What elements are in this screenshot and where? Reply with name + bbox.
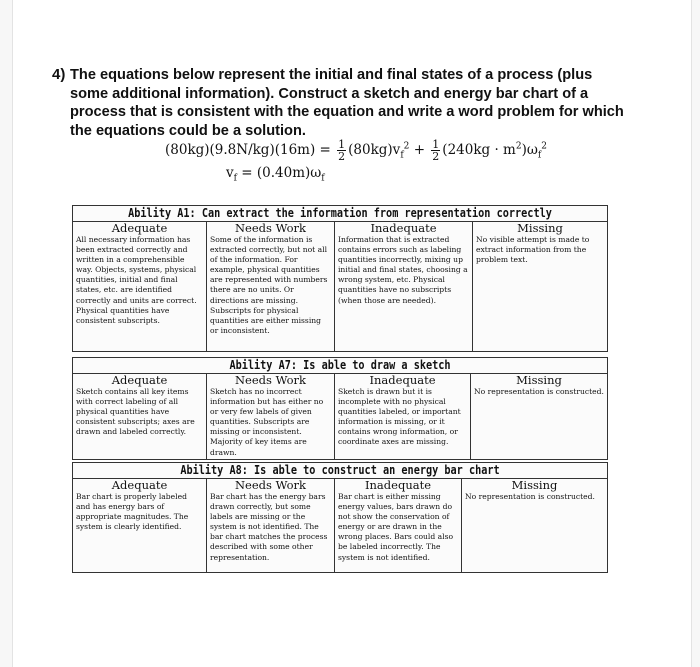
half-fraction-2: $\frac{1}{2}$ [432, 138, 440, 163]
half-fraction: $\frac{1}{2}$ [338, 138, 346, 163]
rubric-col-missing: Missing No representation is constructed. [461, 478, 607, 573]
rubric-title: Ability A1: Can extract the information from representation correctly [128, 206, 552, 220]
plus-sign: + [413, 142, 425, 158]
question-text: The equations below represent the initial and final states of a process (plus some additional information). Construct a sketch and energy bar chart of a process that is consistent with the equation and write a word problem for which the equations could be a solution. [70, 67, 624, 139]
rubric-col-inadequate: Inadequate Information that is extracted contains errors such as labeling quantities incorrectly, mixing up initial and final states, choosing a wrong system, etc. Physical quantities have no subscripts (when those are needed). [334, 221, 472, 352]
rubric-col-needs-work: Needs Work Some of the information is extracted correctly, but not all of the information. For example, physical quantities are represented with numbers there are no units. Or directions are missing. Subscripts for physical quantities are either missing or inconsistent. [206, 221, 334, 352]
rubric-col-needs-work: Needs Work Sketch has no incorrect information but has either no or very few labels of given quantities. Subscripts are missing or inconsistent. Majority of key items are drawn. [206, 373, 334, 460]
rubric-title: Ability A8: Is able to construct an energy bar chart [180, 463, 500, 477]
equation-energy: (80kg)(9.8N/kg)(16m) = $\frac{1}{2}$ $(80kg)v_f^2$ + $\frac{1}{2}$ $(240kg \cdot m^2)\omega_f^2$ [165, 138, 547, 163]
rubric-col-inadequate: Inadequate Bar chart is either missing energy values, bars drawn do not show the conservation of energy or are drawn in the wrong places. Bars could also be labeled incorrectly. The system is not identified. [334, 478, 461, 573]
eq2-rhs: = (0.40m)ω [241, 165, 322, 181]
rubric-col-needs-work: Needs Work Bar chart has the energy bars drawn correctly, but some labels are missing or the system is not identified. The bar chart matches the process described with some other representation. [206, 478, 334, 573]
equation-velocity: $v_f = (0.40m)\omega_f$ [226, 165, 325, 184]
rubric-col-adequate: Adequate Sketch contains all key items with correct labeling of all physical quantities have consistent subscripts; axes are drawn and labeled correctly. [73, 373, 206, 460]
eq1-term2: (240kg · m [442, 142, 516, 158]
rubric-title: Ability A7: Is able to draw a sketch [229, 358, 451, 372]
question-number: 4) [52, 66, 66, 83]
rubric-ability-a8 [72, 462, 608, 573]
rubric-col-inadequate: Inadequate Sketch is drawn but it is incomplete with no physical quantities labeled, or important information is missing, or it contains wrong information, or coordinate axes are missing. [334, 373, 470, 460]
rubric-ability-a7 [72, 357, 608, 460]
rubric-col-adequate: Adequate All necessary information has been extracted correctly and written in a comprehensible way. Objects, systems, physical quantities, initial and final states, etc. are identified correctly and units are correct. Physical quantities have consistent subscripts. [73, 221, 206, 352]
rubric-col-adequate: Adequate Bar chart is properly labeled and has energy bars of appropriate magnitudes. The system is clearly identified. [73, 478, 206, 573]
rubric-col-missing: Missing No representation is constructed. [470, 373, 607, 460]
rubric-col-missing: Missing No visible attempt is made to extract information from the problem text. [472, 221, 607, 352]
eq1-term1: (80kg)v [348, 142, 401, 158]
eq1-left: (80kg)(9.8N/kg)(16m) = [165, 142, 331, 158]
rubric-ability-a1 [72, 205, 608, 352]
